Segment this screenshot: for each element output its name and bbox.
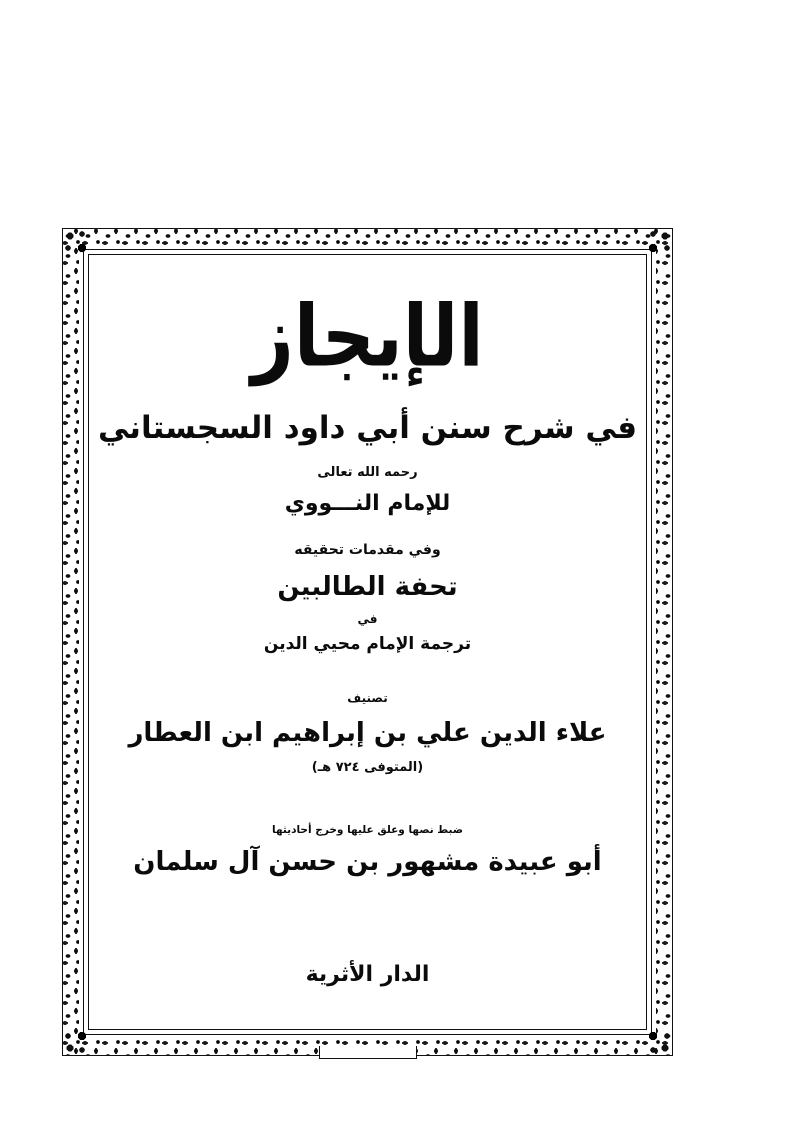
compiler-name: علاء الدين علي بن إبراهيم ابن العطار — [128, 718, 607, 749]
ornamental-frame — [62, 228, 673, 1056]
frame-bottom-tab — [319, 1046, 417, 1059]
compiled-label: تصنيف — [347, 691, 388, 706]
introduction-connector: في — [357, 611, 378, 626]
author-attribution: للإمام النـــووي — [284, 491, 451, 517]
author-praise-line: رحمه الله تعالى — [317, 464, 418, 480]
book-main-title: الإيجاز — [251, 287, 484, 387]
publisher-name: الدار الأثرية — [305, 962, 430, 988]
editor-name: أبو عبيدة مشهور بن حسن آل سلمان — [133, 847, 602, 878]
introduction-title: تحفة الطالبين — [277, 571, 458, 602]
biography-line: ترجمة الإمام محيي الدين — [263, 634, 472, 655]
title-page-content — [88, 254, 647, 1030]
book-subtitle: في شرح سنن أبي داود السجستاني — [97, 409, 638, 446]
compiler-death-year: (المتوفى ٧٢٤ هـ) — [311, 760, 424, 776]
editor-note: ضبط نصها وعلق عليها وخرج أحاديثها — [272, 823, 463, 836]
introduction-label: وفي مقدمات تحقيقه — [294, 541, 441, 558]
